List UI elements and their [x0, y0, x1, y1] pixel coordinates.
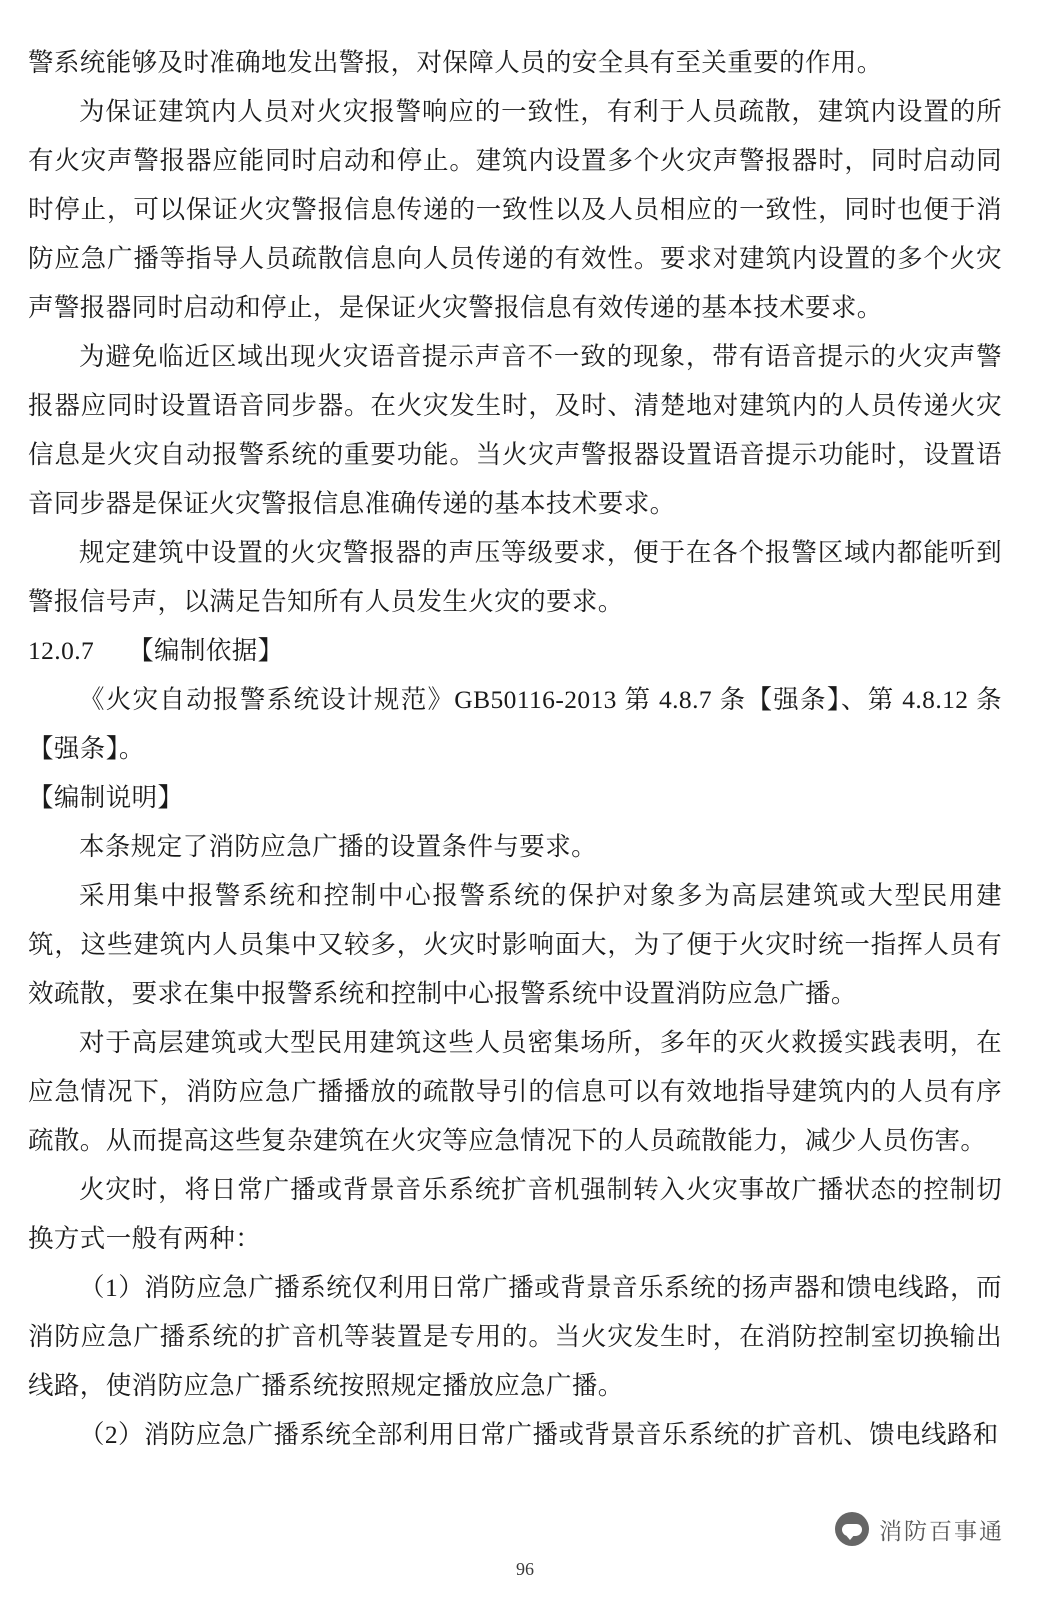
- paragraph: 《火灾自动报警系统设计规范》GB50116-2013 第 4.8.7 条【强条】、第 4.8.12 条【强条】。: [28, 685, 1002, 763]
- paragraph: （2）消防应急广播系统全部利用日常广播或背景音乐系统的扩音机、馈电线路和: [79, 1420, 999, 1449]
- paragraph: 为避免临近区域出现火灾语音提示声音不一致的现象，带有语音提示的火灾声警报器应同时设置语音同步器。在火灾发生时，及时、清楚地对建筑内的人员传递火灾信息是火灾自动报警系统的重要功能。当火灾声警报器设置语音提示功能时，设置语音同步器是保证火灾警报信息准确传递的基本技术要求。: [28, 342, 1002, 518]
- paragraph: 采用集中报警系统和控制中心报警系统的保护对象多为高层建筑或大型民用建筑，这些建筑内人员集中又较多，火灾时影响面大，为了便于火灾时统一指挥人员有效疏散，要求在集中报警系统和控制中心报警系统中设置消防应急广播。: [28, 881, 1002, 1008]
- watermark: [835, 1512, 1004, 1546]
- clause-title: 【编制依据】: [128, 636, 284, 665]
- paragraph: （1）消防应急广播系统仅利用日常广播或背景音乐系统的扬声器和馈电线路，而消防应急广播系统的扩音机等装置是专用的。当火灾发生时，在消防控制室切换输出线路，使消防应急广播系统按照规定播放应急广播。: [28, 1273, 1002, 1400]
- page-number: 96: [516, 1559, 534, 1579]
- document-body: [28, 38, 1002, 1459]
- paragraph: 为保证建筑内人员对火灾报警响应的一致性，有利于人员疏散，建筑内设置的所有火灾声警报器应能同时启动和停止。建筑内设置多个火灾声警报器时，同时启动同时停止，可以保证火灾警报信息传递的一致性以及人员相应的一致性，同时也便于消防应急广播等指导人员疏散信息向人员传递的有效性。要求对建筑内设置的多个火灾声警报器同时启动和停止，是保证火灾警报信息有效传递的基本技术要求。: [28, 97, 1002, 322]
- paragraph: 对于高层建筑或大型民用建筑这些人员密集场所，多年的灭火救援实践表明，在应急情况下，消防应急广播播放的疏散导引的信息可以有效地指导建筑内的人员有序疏散。从而提高这些复杂建筑在火灾等应急情况下的人员疏散能力，减少人员伤害。: [28, 1028, 1002, 1155]
- paragraph: 规定建筑中设置的火灾警报器的声压等级要求，便于在各个报警区域内都能听到警报信号声，以满足告知所有人员发生火灾的要求。: [28, 538, 1002, 616]
- clause-heading: [28, 626, 1002, 675]
- paragraph: 火灾时，将日常广播或背景音乐系统扩音机强制转入火灾事故广播状态的控制切换方式一般有两种：: [28, 1175, 1002, 1253]
- watermark-label: 消防百事通: [879, 1517, 1004, 1544]
- paragraph: 本条规定了消防应急广播的设置条件与要求。: [79, 832, 598, 861]
- clause-number: 12.0.7: [28, 636, 95, 665]
- section-heading: 【编制说明】: [28, 783, 184, 812]
- wechat-badge-icon: [835, 1512, 869, 1546]
- paragraph: 警系统能够及时准确地发出警报，对保障人员的安全具有至关重要的作用。: [28, 48, 883, 77]
